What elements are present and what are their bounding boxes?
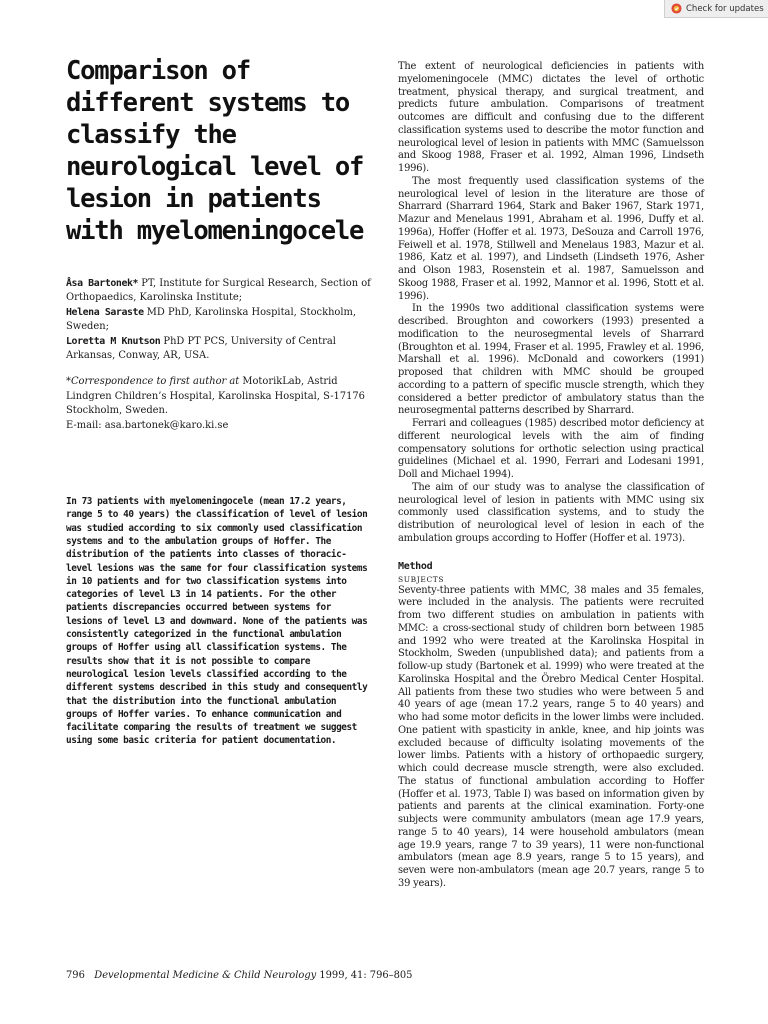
author-affiliation: PhD PT PCS, University of Central Arkansas, Conway, AR, USA.	[66, 335, 336, 362]
journal-citation: 1999, 41: 796–805	[316, 970, 413, 981]
author-list	[66, 277, 371, 363]
author-affiliation: MD PhD, Karolinska Hospital, Stockholm, Sweden;	[66, 306, 357, 333]
method-heading: Method	[398, 560, 433, 572]
correspondence-address: MotorikLab, Astrid Lindgren Children’s Hospital, Karolinska Hospital, S-17176 Stockholm, Sweden.	[66, 376, 365, 417]
correspondence-label: *Correspondence to first author at	[66, 376, 240, 388]
author-entry	[66, 277, 371, 306]
author-entry	[66, 335, 371, 364]
page-number: 796	[66, 970, 85, 981]
page-footer	[66, 970, 412, 982]
author-name: Åsa Bartonek*	[66, 278, 139, 289]
journal-name: Developmental Medicine & Child Neurology	[94, 970, 317, 981]
intro-paragraph: Ferrari and colleagues (1985) described motor deficiency at different neurological levels with the aim of finding compensatory solutions for orthotic selection using practical guidelines (Michael et al. 1990, Ferrari and Lodesani 1991, Doll and Michael 1994).	[398, 418, 704, 480]
method-paragraph: Seventy-three patients with MMC, 38 males and 35 females, were included in the analysis. The patients were recruited from two different studies on ambulation in patients with MMC: a cross-sectional study of children born between 1985 and 1992 who were treated at the Karolinska Hospital in Stockholm, Sweden (unpublished data); and patients from a follow-up study (Bartonek et al. 1999) who were treated at the Karolinska Hospital and the Örebro Medical Center Hospital. All patients from these two studies who were between 5 and 40 years of age (mean 17.2 years, range 5 to 40 years) and who had some motor deficits in the lower limbs were included. One patient with spasticity in ankle, knee, and hip joints was excluded because of difficulty isolating movements of the lower limbs. Patients with a history of orthopaedic surgery, which could decrease muscle strength, were also excluded. The status of functional ambulation according to Hoffer (Hoffer et al. 1973, Table I) was based on information given by patients and parents at the clinical examination. Forty-one subjects were community ambulators (mean age 17.9 years, range 5 to 40 years), 14 were household ambulators (mean age 19.9 years, range 7 to 39 years), 11 were non-functional ambulators (mean age 8.9 years, range 5 to 15 years), and seven were non-ambulators (mean age 20.7 years, range 5 to 39 years).	[398, 584, 704, 889]
correspondence	[66, 375, 371, 433]
check-for-updates-icon	[671, 3, 682, 14]
author-affiliation: PT, Institute for Surgical Research, Section of Orthopaedics, Karolinska Institute;	[66, 278, 371, 304]
intro-paragraph: The extent of neurological deficiencies in patients with myelomeningocele (MMC) dictates the level of orthotic treatment, physical therapy, and surgical treatment, and predicts future ambulation. Comparisons of treatment outcomes are difficult and confusing due to the different classification systems used to describe the motor function and neurological level of lesion in patients with MMC (Samuelsson and Skoog 1988, Fraser et al. 1992, Alman 1996, Lindseth 1996).	[398, 61, 704, 174]
right-column	[398, 61, 704, 891]
author-entry	[66, 306, 371, 335]
intro-paragraph: The aim of our study was to analyse the classification of neurological level of lesion in patients with MMC using six commonly used classification systems, and to study the distribution of neurological level of lesion in each of the ambulation groups according to Hoffer (Hoffer et al. 1973).	[398, 481, 704, 544]
author-name: Loretta M Knutson	[66, 335, 161, 347]
correspondence-email[interactable]: E-mail: asa.bartonek@karo.ki.se	[66, 419, 229, 431]
check-for-updates-label: Check for updates	[686, 3, 764, 14]
abstract: In 73 patients with myelomeningocele (mean 17.2 years, range 5 to 40 years) the classification of level of lesion was studied according to six commonly used classification systems and to the ambulation groups of Hoffer. The distribution of the patients into classes of thoracic-level lesions was the same for four classification systems in 10 patients and for two classification systems into categories of level L3 in 14 patients. For the other patients discrepancies occurred between systems for lesions of level L3 and downward. None of the patients was consistently categorized in the functional ambulation groups of Hoffer using all classification systems. The results show that it is not possible to compare neurological lesion levels classified according to the different systems described in this study and consequently that the distribution into the functional ambulation groups of Hoffer varies. To enhance communication and facilitate comparing the results of treatment we suggest using some basic criteria for patient documentation.	[66, 496, 368, 747]
left-column	[66, 55, 371, 748]
check-for-updates-button[interactable]	[664, 0, 768, 18]
author-name: Helena Saraste	[66, 306, 144, 318]
article-title: Comparison of different systems to classify the neurological level of lesion in patients with myelomeningocele	[66, 56, 364, 246]
intro-paragraph: The most frequently used classification systems of the neurological level of lesion in the literature are those of Sharrard (Sharrard 1964, Stark and Baker 1967, Stark 1971, Mazur and Menelaus 1991, Abraham et al. 1996, Duffy et al. 1996a), Hoffer (Hoffer et al. 1973, DeSouza and Carroll 1976, Feiwell et al. 1978, Stillwell and Menelaus 1983, Mazur et al. 1986, Katz et al. 1997), and Lindseth (Lindseth 1976, Asher and Olson 1983, Rosenstein et al. 1987, Samuelsson and Skoog 1988, Fraser et al. 1992, Mannor et al. 1996, Stott et al. 1996).	[398, 175, 704, 302]
intro-paragraph: In the 1990s two additional classification systems were described. Broughton and coworkers (1993) presented a modification to the neurosegmental levels of Sharrard (Broughton et al. 1994, Fraser et al. 1995, Frawley et al. 1996, Marshall et al. 1996). McDonald and coworkers (1991) proposed that children with MMC should be grouped according to a pattern of specific muscle strength, which they considered a better predictor of ambulatory status than the neurosegmental patterns described by Sharrard.	[398, 303, 704, 417]
subjects-subheading: SUBJECTS	[398, 574, 445, 584]
